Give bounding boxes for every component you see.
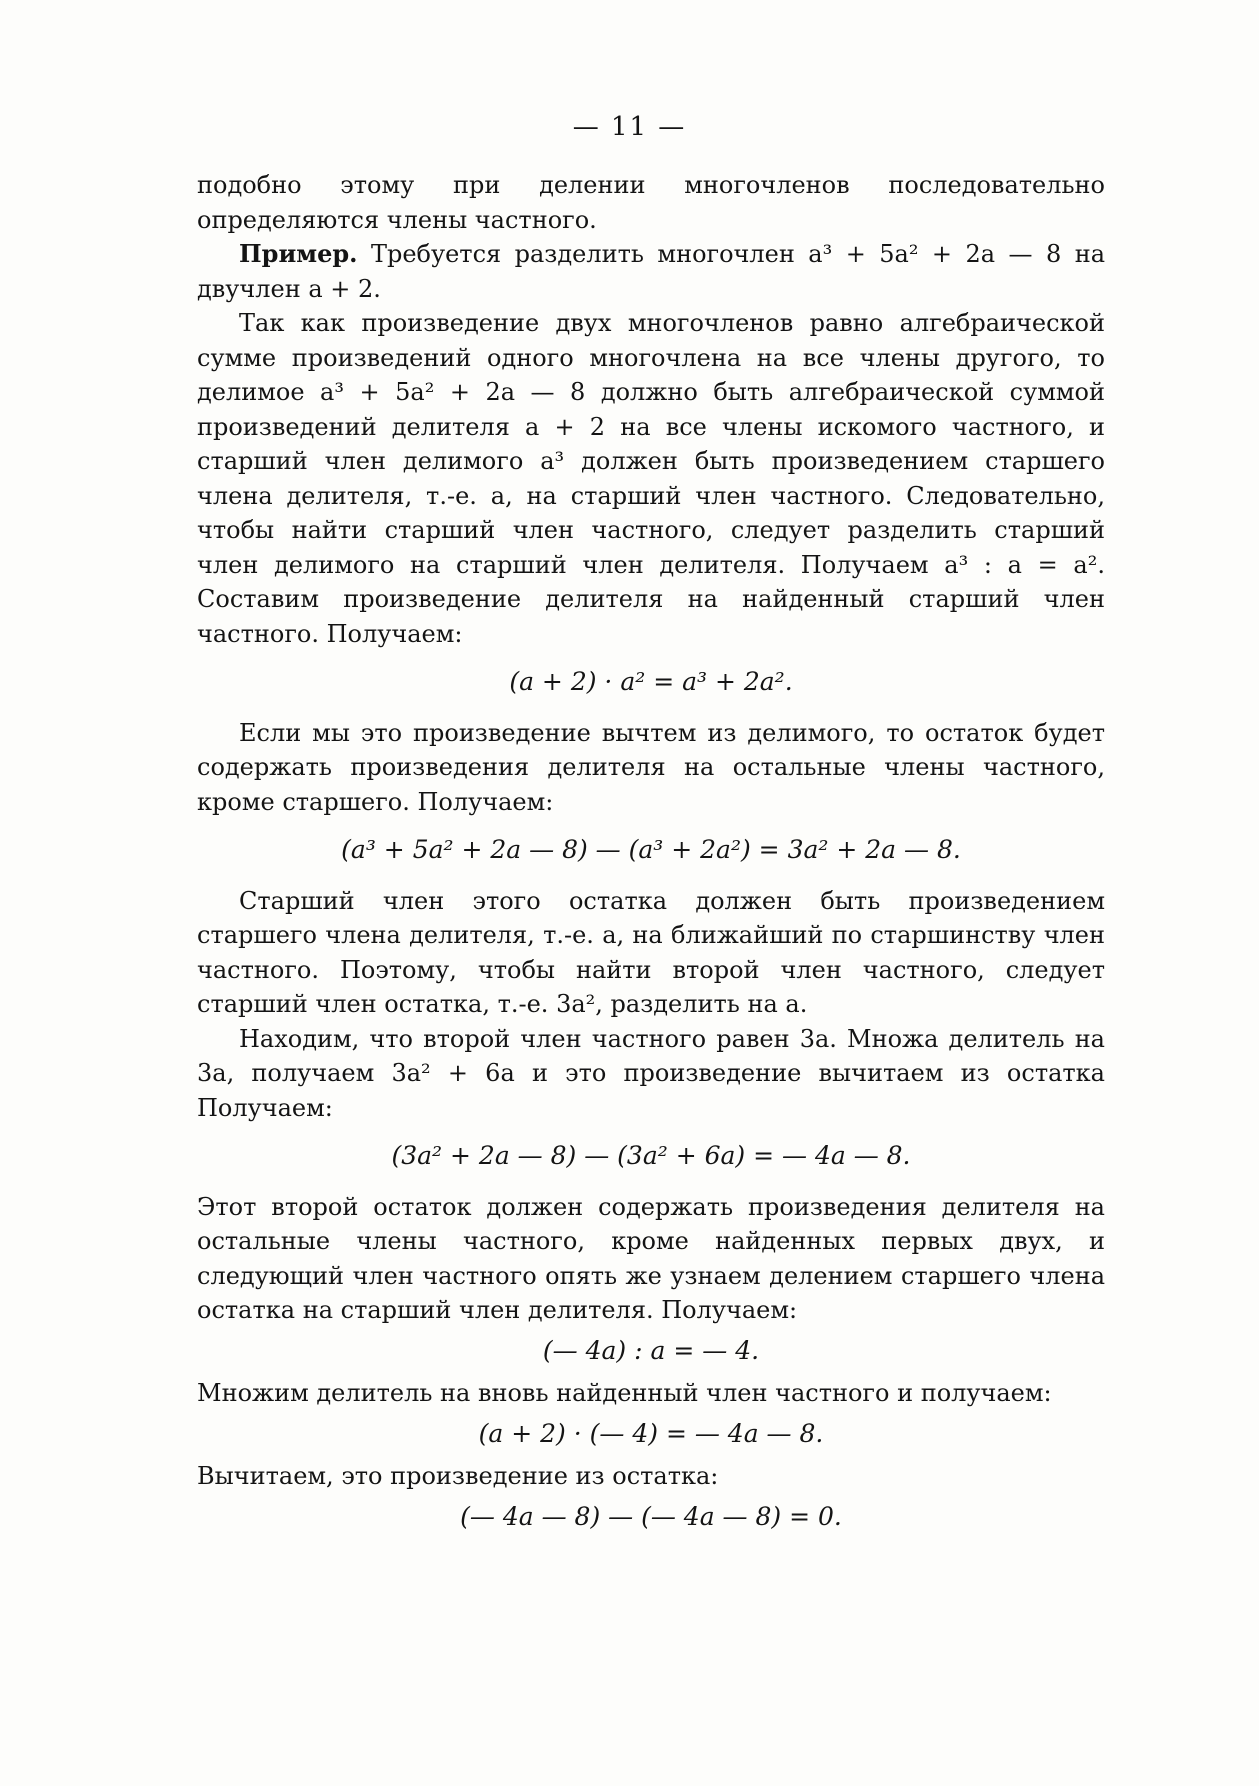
paragraph-example xyxy=(197,237,1105,306)
paragraph-explanation: Так как произведение двух многочленов равно алгебраической сумме произведений одного многочлена на все члены другого, то делимое a³ + 5a² + 2a — 8 должно быть алгебраической суммой произведений делителя a + 2 на все члены искомого частного, и старший член делимого a³ должен быть произведением старшего члена делителя, т.-е. a, на старший член частного. Следовательно, чтобы найти старший член частного, следует разделить старший член делимого на старший член делителя. Получаем a³ : a = a². Составим произведение делителя на найденный старший член частного. Получаем: xyxy=(197,309,1105,648)
formula-4: (— 4a) : a = — 4. xyxy=(542,1335,760,1365)
paragraph-second-remainder: Этот второй остаток должен содержать произведения делителя на остальные члены частного, кроме найденных первых двух, и следующий член частного опять же узнаем делением старшего члена остатка на старший член делителя. Получаем: xyxy=(197,1192,1105,1324)
paragraph-second-term: Находим, что второй член частного равен 3a. Множа делитель на 3a, получаем 3a² + 6a и это произведение вычитаем из остатка Получаем: xyxy=(197,1024,1105,1122)
paragraph-continuation: подобно этому при делении многочленов последовательно определяются члены частного. xyxy=(197,171,1105,234)
paragraph-subtract: Если мы это произведение вычтем из делимого, то остаток будет содержать произведения делителя на остальные члены частного, кроме старшего. Получаем: xyxy=(197,718,1105,816)
page-number: — 11 — xyxy=(572,112,687,142)
page-body xyxy=(197,168,1105,1542)
formula-5: (a + 2) · (— 4) = — 4a — 8. xyxy=(478,1418,824,1448)
formula-2: (a³ + 5a² + 2a — 8) — (a³ + 2a²) = 3a² + 2a — 8. xyxy=(341,835,961,864)
paragraph-leading-term: Старший член этого остатка должен быть произведением старшего члена делителя, т.-е. a, на ближайший по старшинству член частного. Поэтому, чтобы найти второй член частного, следует старший член остатка, т.-е. 3a², разделить на a. xyxy=(197,886,1105,1018)
formula-3: (3a² + 2a — 8) — (3a² + 6a) = — 4a — 8. xyxy=(391,1141,911,1170)
formula-6: (— 4a — 8) — (— 4a — 8) = 0. xyxy=(460,1501,842,1531)
paragraph-multiply: Множим делитель на вновь найденный член частного и получаем: xyxy=(197,1379,1052,1407)
formula-1: (a + 2) · a² = a³ + 2a². xyxy=(509,667,793,696)
example-label: Пример. xyxy=(239,239,358,268)
paragraph-final-subtract: Вычитаем, это произведение из остатка: xyxy=(197,1462,719,1490)
example-text: Требуется разделить многочлен a³ + 5a² + 2a — 8 на двучлен a + 2. xyxy=(197,240,1105,303)
